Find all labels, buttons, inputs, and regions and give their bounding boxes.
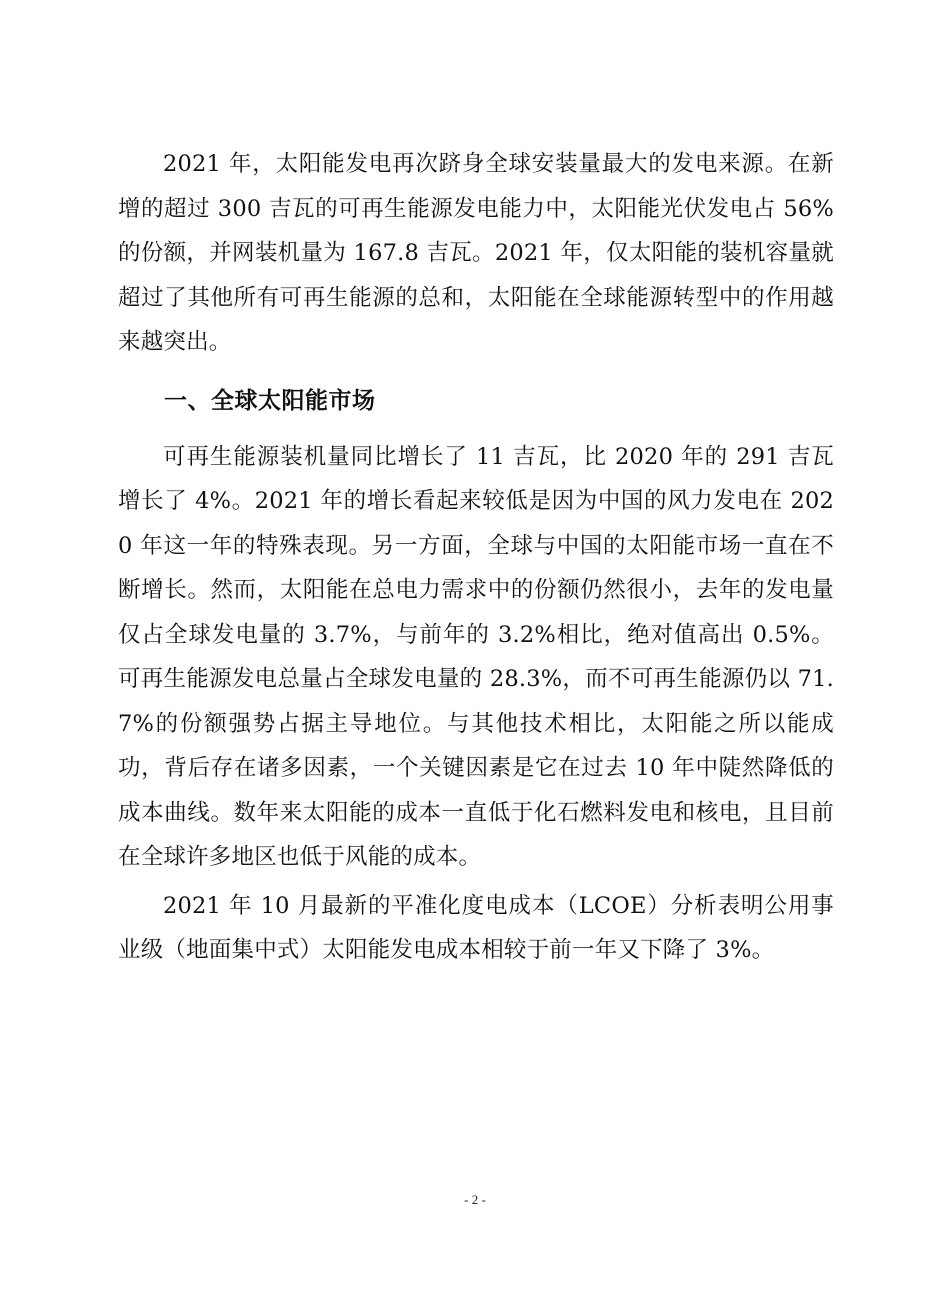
intro-paragraph: 2021 年，太阳能发电再次跻身全球安装量最大的发电来源。在新增的超过 300 吉瓦的可再生能源发电能力中，太阳能光伏发电占 56%的份额，并网装机量为 167.8 吉瓦。2021 年，仅太阳能的装机容量就超过了其他所有可再生能源的总和，太阳能在全球能源转型中的作用越来越突出。 bbox=[118, 151, 834, 355]
page-number: - 2 - bbox=[464, 1192, 486, 1207]
body-paragraph: 2021 年 10 月最新的平准化度电成本（LCOE）分析表明公用事业级（地面集中式）太阳能发电成本相较于前一年又下降了 3%。 bbox=[118, 892, 834, 963]
section-heading-global-solar-market: 一、全球太阳能市场 bbox=[164, 387, 376, 414]
body-paragraph: 可再生能源装机量同比增长了 11 吉瓦，比 2020 年的 291 吉瓦增长了 4%。2021 年的增长看起来较低是因为中国的风力发电在 2020 年这一年的特殊表现。另一方面，全球与中国的太阳能市场一直在不断增长。然而，太阳能在总电力需求中的份额仍然很小，去年的发电量仅占全球发电量的 3.7%，与前年的 3.2%相比，绝对值高出 0.5%。可再生能源发电总量占全球发电量的 28.3%，而不可再生能源仍以 71.7%的份额强势占据主导地位。与其他技术相比，太阳能之所以能成功，背后存在诸多因素，一个关键因素是它在过去 10 年中陡然降低的成本曲线。数年来太阳能的成本一直低于化石燃料发电和核电，且目前在全球许多地区也低于风能的成本。 bbox=[118, 443, 834, 870]
page-content bbox=[118, 142, 834, 973]
